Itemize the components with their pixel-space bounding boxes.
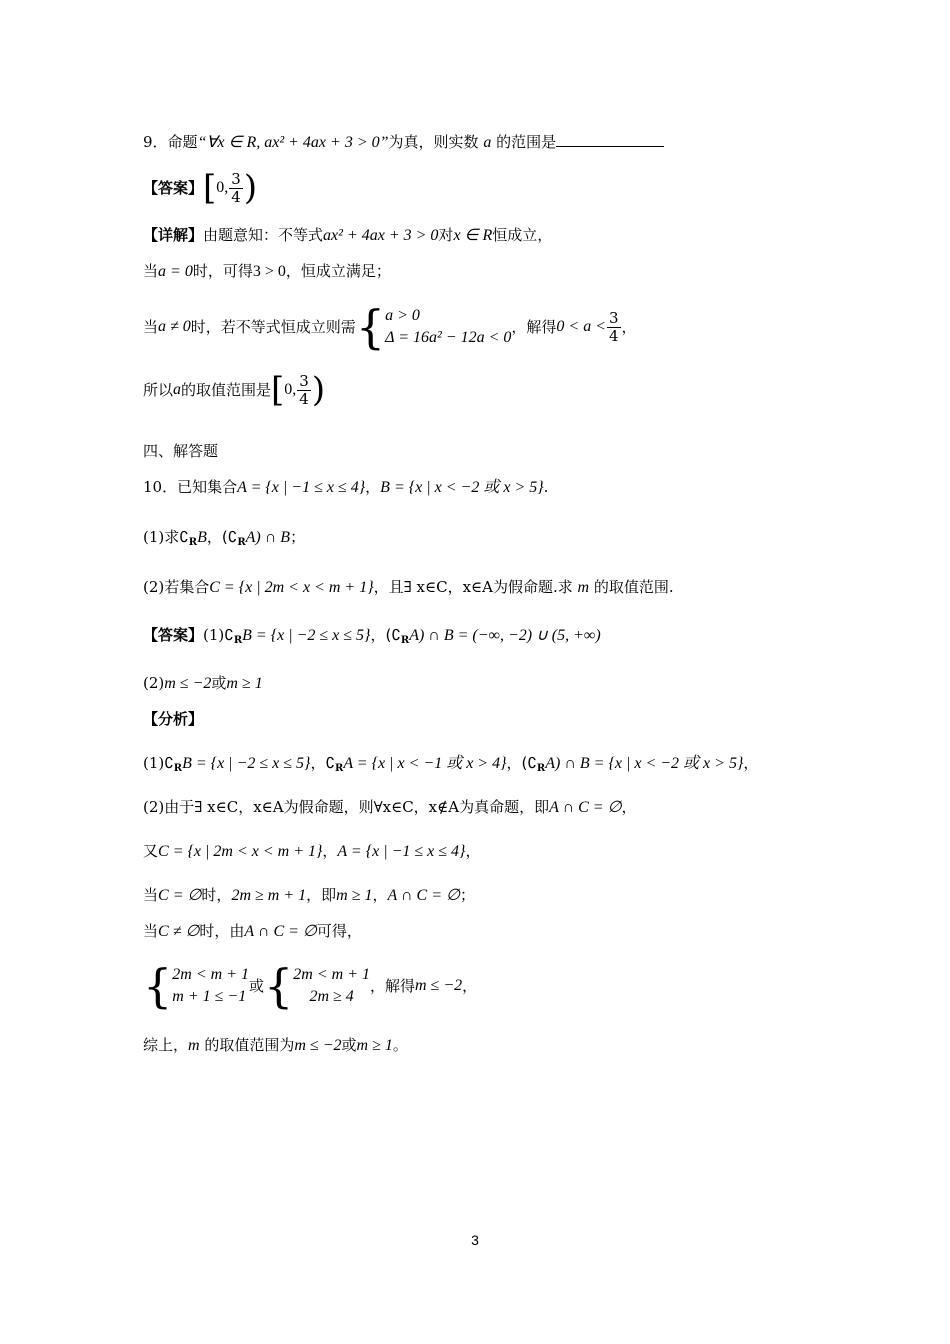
q10-analysis-line3: 又C = {x | 2m < x < m + 1}，A = {x | −1 ≤ x ≤ 4}，	[143, 842, 481, 860]
q9-answer-blank	[556, 130, 664, 147]
q10-answer-label: 【答案】	[143, 626, 204, 644]
q9-answer-label: 【答案】	[143, 179, 204, 197]
q10-answer-line1: 【答案】$(1)∁_RB = \{x$ | −2 ≤ x ≤ 5}，$(∁_RA)$ ∩ B = (−∞, −2) ∪ (5, +∞)	[143, 626, 601, 646]
q10-analysis-line4: 当C = ∅时，2m ≥ m + 1，即m ≥ 1，A ∩ C = ∅；	[143, 886, 475, 904]
q10-question: 10．已知集合A = {x | −1 ≤ x ≤ 4}，B = {x | x < −2 或 x > 5}.	[143, 478, 549, 496]
q10-analysis-line2: (2)由于∃ x∈C，x∈A为假命题，则∀x∈C，x∉A为真命题，即A ∩ C = ∅，	[143, 798, 637, 816]
q9-answer-fraction: $\frac{3}{4}$	[231, 169, 241, 206]
q9-number: 9．	[143, 133, 168, 151]
q9-detail-line3: 当 a ≠ 0 时，若不等式恒成立则需 { a > 0 Δ = 16a² − 12a < 0 ，解得 0 < a < $\frac{3}{4}$ ，	[143, 300, 637, 354]
q9-detail-line1: 【详解】由题意知：不等式ax² + 4ax + 3 > 0对x ∈ R恒成立，	[143, 226, 553, 244]
q9-answer-close: )	[243, 168, 258, 208]
q10-system-b: { 2m < m + 1 2m ≥ 4	[264, 959, 370, 1013]
q9-statement: “∀x ∈ R, ax² + 4ax + 3 > 0”	[197, 134, 389, 151]
q10-system-a: { 2m < m + 1 m + 1 ≤ −1	[143, 959, 249, 1013]
q9-result-fraction: $\frac{3}{4}$	[609, 308, 619, 345]
q9-prefix: 命题	[167, 133, 198, 151]
q9-tail: 的范围是	[496, 133, 557, 151]
page-number: 3	[471, 1232, 479, 1248]
q10-summary: 综上，m 的取值范围为m ≤ −2或m ≥ 1。	[143, 1036, 408, 1054]
q9-range-fraction: $\frac{3}{4}$	[299, 371, 309, 408]
q10-analysis-label: 【分析】	[143, 710, 204, 728]
q9-detail-line4: 所以 a 的取值范围是 [ 0, $\frac{3}{4}$ )	[143, 370, 326, 410]
q10-set-b: B = {x | x < −2 或 x > 5}	[380, 479, 544, 496]
q10-analysis-line1: $(1)∁_RB = \{x$ | −2 ≤ x ≤ 5}，$∁_RA = \{x$ | x < −1 或 x > 4}，$(∁_RA)$ ∩ B = {x | x < −2 或 x > 5}，	[143, 754, 759, 774]
q9-answer-open: [	[203, 168, 217, 208]
q9-answer	[143, 168, 257, 208]
q10-part1: (1)求$∁_RB$，$(∁_RA)$ ∩ B；	[143, 528, 306, 548]
q9-answer-zero: 0,	[216, 179, 229, 196]
q9-question	[143, 130, 664, 154]
q10-set-a: A = {x | −1 ≤ x ≤ 4}	[237, 479, 366, 496]
q10-part2: (2)若集合C = {x | 2m < x < m + 1}，且∃ x∈C，x∈A为假命题.求 m 的取值范围.	[143, 578, 674, 596]
q9-var: a	[483, 134, 492, 151]
q9-detail-label: 【详解】	[143, 226, 204, 244]
q10-analysis-systems: { 2m < m + 1 m + 1 ≤ −1 或 { 2m < m + 1 2m ≥ 4 ，解得 m ≤ −2 ，	[143, 959, 478, 1013]
q10-number: 10．	[143, 478, 178, 496]
section-heading: 四、解答题	[143, 442, 219, 460]
q9-detail-line2: 当a = 0时，可得3 > 0，恒成立满足；	[143, 262, 391, 280]
q10-answer-line2: (2)m ≤ −2或m ≥ 1	[143, 674, 263, 692]
q9-suffix: 为真，则实数	[388, 133, 479, 151]
q10-analysis-line5: 当C ≠ ∅时，由A ∩ C = ∅可得，	[143, 922, 362, 940]
q9-inequality-system: { a > 0 Δ = 16a² − 12a < 0	[355, 300, 512, 354]
